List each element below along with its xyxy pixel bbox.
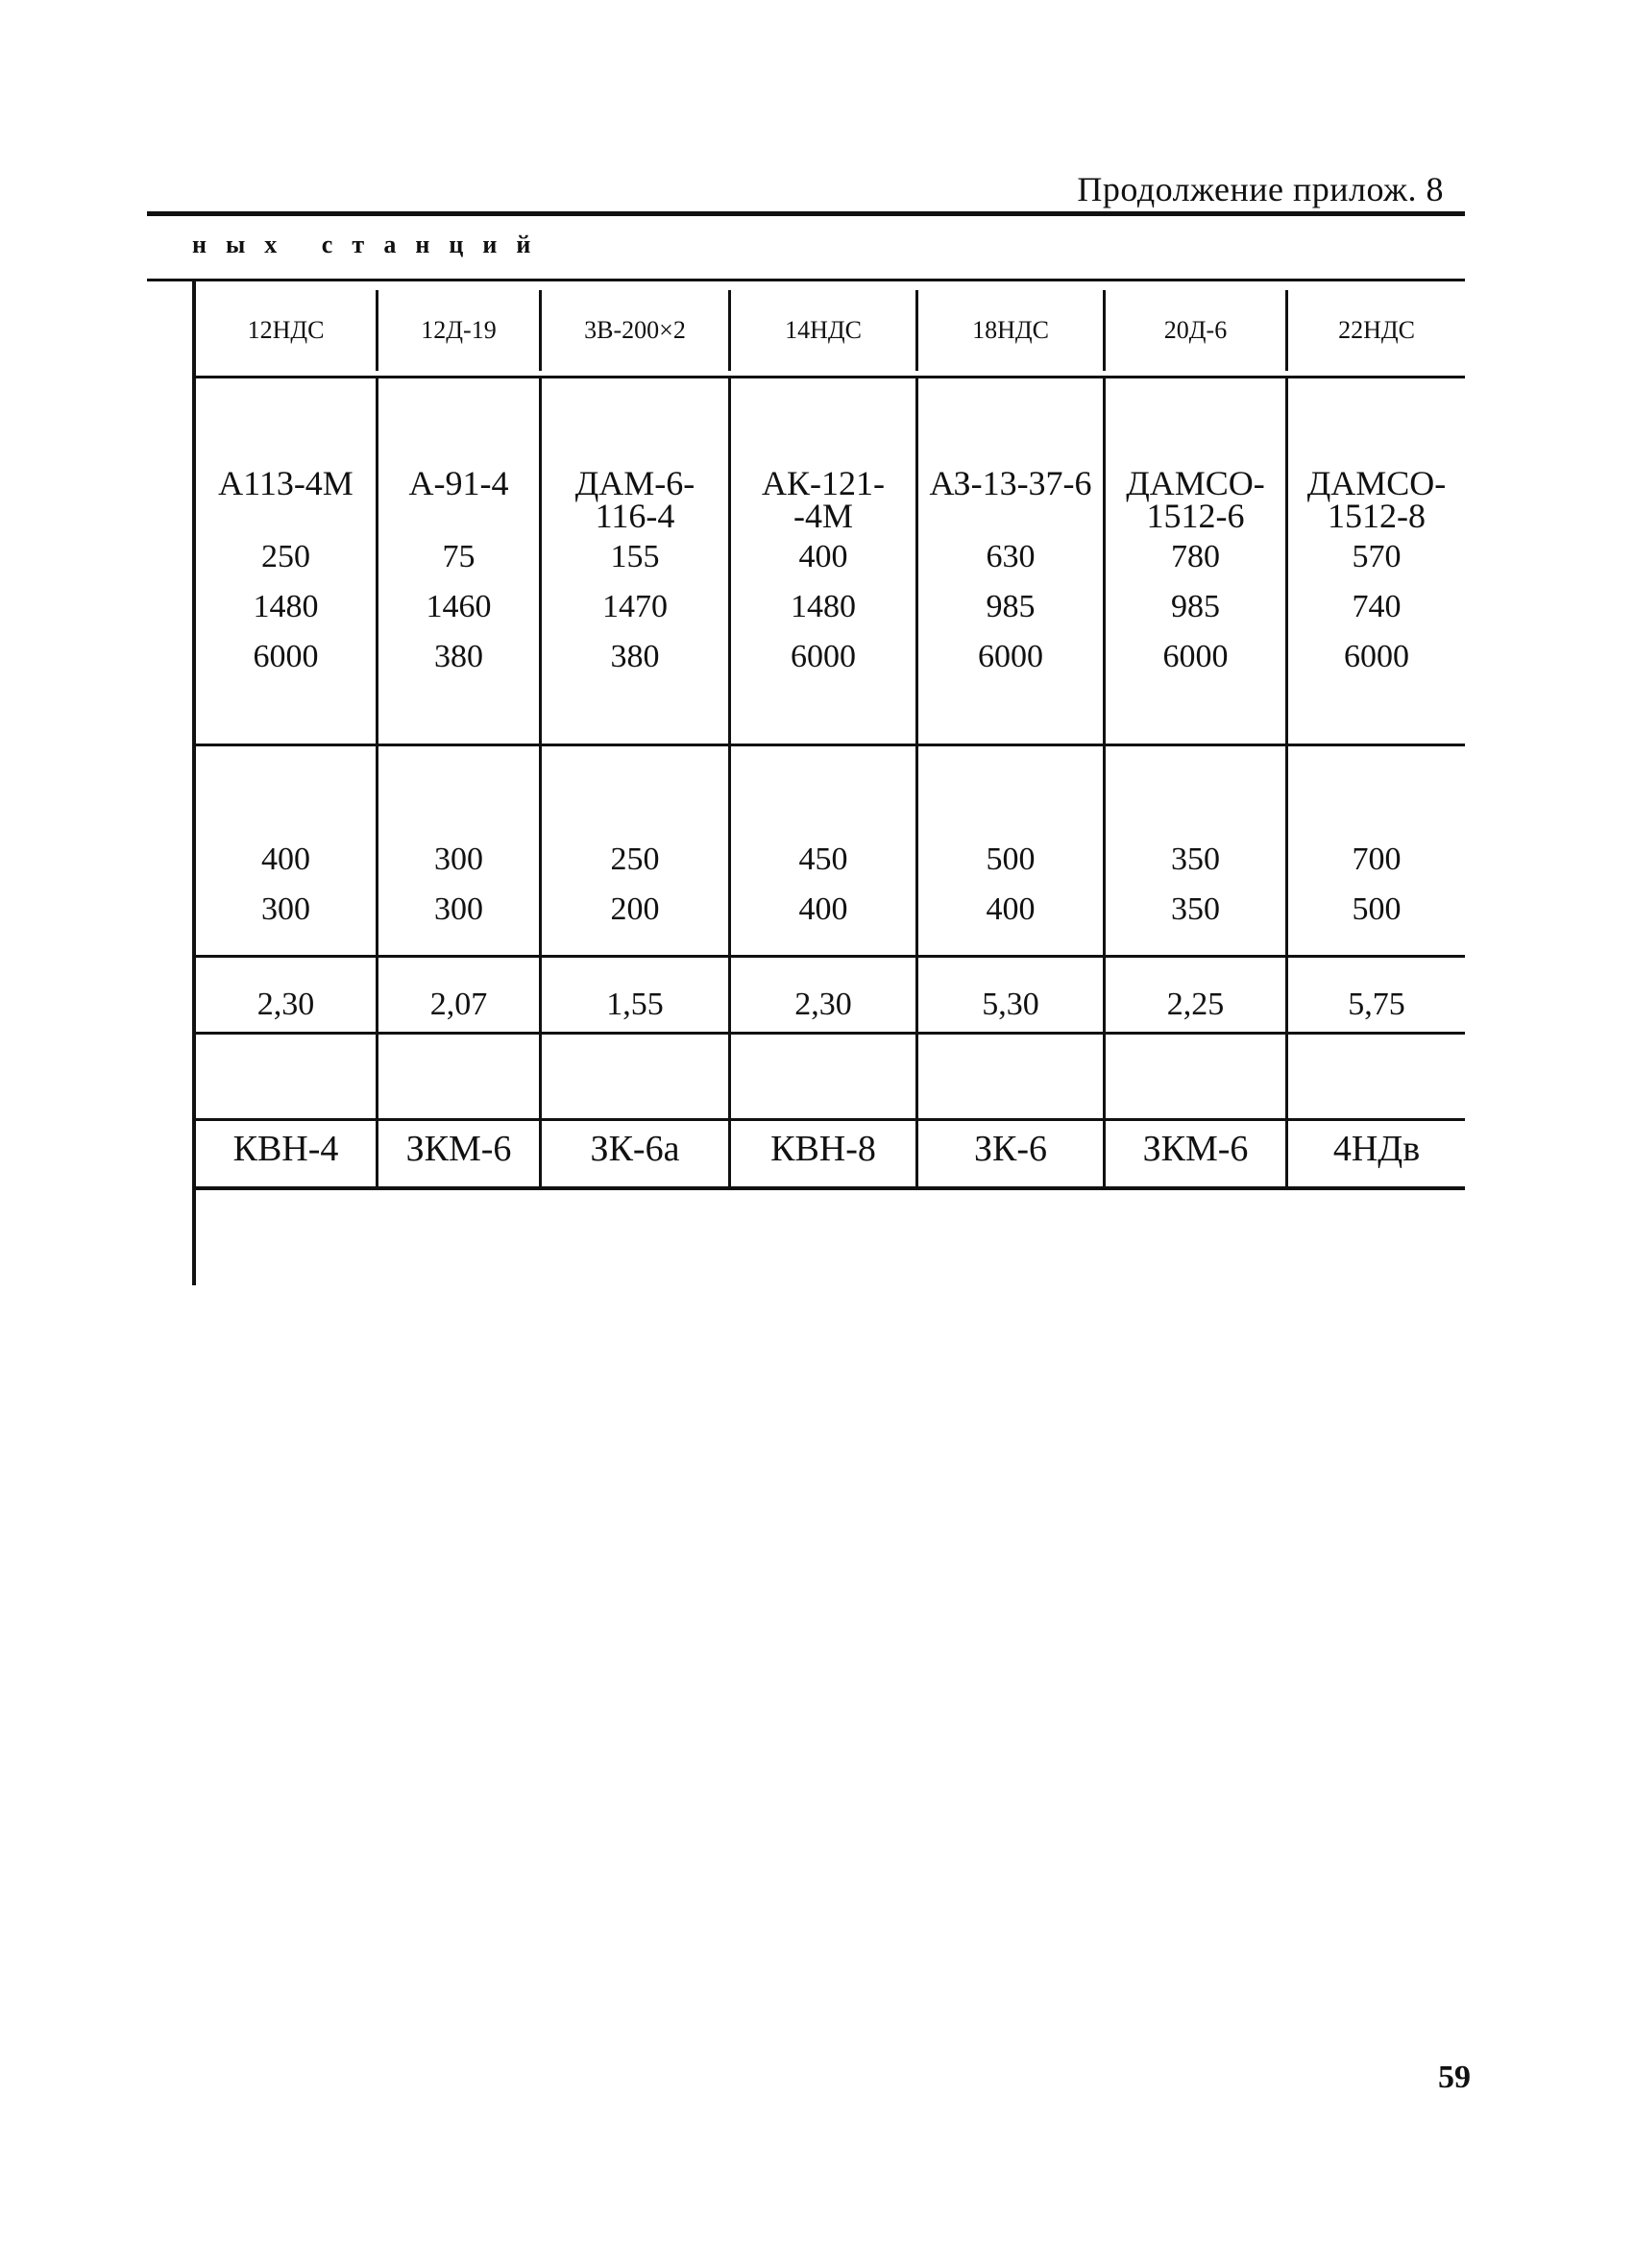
- pair-values: [196, 835, 376, 935]
- column-header: 18НДС: [918, 290, 1106, 371]
- pair-value-top: 450: [798, 841, 848, 877]
- column-header: 12НДС: [196, 290, 378, 371]
- unit-cell: ЗК-6а: [542, 1035, 731, 1186]
- motor-name: ДАМСО- 1512-8: [1306, 464, 1447, 535]
- row-separator: [731, 744, 915, 746]
- row-separator: [1106, 744, 1285, 746]
- pair-value-bottom: 300: [434, 891, 483, 927]
- pair-value-top: 500: [986, 841, 1036, 877]
- motor-block: [378, 464, 539, 682]
- pair-value-top: 350: [1171, 841, 1220, 877]
- unit-cell: ЗКМ-6: [1106, 1035, 1288, 1186]
- row-separator: [1288, 955, 1465, 958]
- motor-values: [378, 532, 539, 682]
- motor-name: ДАМ-6- 116-4: [574, 464, 695, 535]
- row-separator: [196, 955, 376, 958]
- motor-speed: 740: [1352, 589, 1402, 624]
- motor-power: 400: [798, 539, 848, 574]
- page-number: 59: [1438, 2060, 1471, 2095]
- motor-power: 630: [986, 539, 1036, 574]
- ratio-value: 5,30: [982, 987, 1039, 1022]
- row-separator: [731, 955, 915, 958]
- motor-block: [1288, 464, 1465, 682]
- motor-power: 155: [610, 539, 660, 574]
- motor-block: [542, 464, 728, 682]
- motor-speed: 1470: [602, 589, 668, 624]
- pair-values: [918, 835, 1103, 935]
- page-header-title: Продолжение прилож. 8: [1077, 170, 1444, 208]
- motor-voltage: 6000: [791, 639, 856, 674]
- ratio-value: 2,30: [256, 987, 315, 1022]
- table-top-rule: [147, 279, 1465, 281]
- section-subheading: ных станций: [192, 231, 550, 258]
- motor-name: АЗ-13-37-6: [929, 464, 1092, 502]
- motor-speed: 985: [986, 589, 1036, 624]
- motor-voltage: 380: [434, 639, 483, 674]
- unit-cell: КВН-4: [196, 1035, 378, 1186]
- pump-station-table: [196, 284, 1465, 1285]
- motor-block: [1106, 464, 1285, 682]
- column-header: 22НДС: [1338, 315, 1415, 344]
- motor-voltage: 6000: [978, 639, 1043, 674]
- motor-name: ДАМСО- 1512-6: [1126, 464, 1265, 535]
- table-column: [731, 378, 918, 1035]
- motor-speed: 1460: [426, 589, 492, 624]
- motor-power: 570: [1352, 539, 1402, 574]
- table-column: [378, 378, 542, 1035]
- motor-power: 780: [1171, 539, 1220, 574]
- motor-speed: 1480: [253, 589, 319, 624]
- pair-value-bottom: 350: [1171, 891, 1220, 927]
- unit-cell: ЗК-6: [918, 1035, 1106, 1186]
- pair-value-bottom: 500: [1352, 891, 1402, 927]
- pair-value-top: 700: [1352, 841, 1402, 877]
- row-separator: [196, 744, 376, 746]
- row-separator: [378, 955, 539, 958]
- table-column: [918, 378, 1106, 1035]
- row-separator: [918, 744, 1103, 746]
- ratio-value: 2,25: [1166, 987, 1225, 1022]
- pair-values: [1106, 835, 1285, 935]
- column-header: 20Д-6: [1106, 290, 1288, 371]
- pair-values: [378, 835, 539, 935]
- motor-voltage: 380: [610, 639, 660, 674]
- table-header-row: [196, 284, 1465, 378]
- pair-value-bottom: 400: [986, 891, 1036, 927]
- table-body-row: [196, 378, 1465, 1035]
- pair-value-bottom: 300: [261, 891, 310, 927]
- pair-values: [1288, 835, 1465, 935]
- motor-values: [918, 532, 1103, 682]
- unit-row: [196, 1035, 1465, 1190]
- motor-power: 250: [261, 539, 310, 574]
- ratio-value: 2,07: [429, 987, 488, 1022]
- motor-values: [1106, 532, 1285, 682]
- motor-speed: 1480: [791, 589, 856, 624]
- motor-values: [731, 532, 915, 682]
- pair-value-top: 400: [261, 841, 310, 877]
- ratio-value: 2,30: [794, 987, 852, 1022]
- unit-cell: КВН-8: [731, 1035, 918, 1186]
- ratio-value: 5,75: [1348, 987, 1405, 1022]
- column-header: 14НДС: [731, 290, 918, 371]
- pair-values: [731, 835, 915, 935]
- motor-speed: 985: [1171, 589, 1220, 624]
- table-column: [542, 378, 731, 1035]
- row-separator: [378, 744, 539, 746]
- row-separator: [542, 955, 728, 958]
- motor-block: [196, 464, 376, 682]
- unit-cell: ЗКМ-6: [378, 1035, 542, 1186]
- pair-value-bottom: 400: [798, 891, 848, 927]
- pair-values: [542, 835, 728, 935]
- row-separator: [1288, 744, 1465, 746]
- motor-values: [196, 532, 376, 682]
- motor-power: 75: [442, 539, 476, 574]
- pair-value-bottom: 200: [610, 891, 660, 927]
- table-column: [1288, 378, 1465, 1035]
- motor-values: [1288, 532, 1465, 682]
- ratio-value: 1,55: [606, 987, 664, 1022]
- row-separator: [542, 744, 728, 746]
- motor-name: А-91-4: [408, 464, 509, 502]
- motor-values: [542, 532, 728, 682]
- motor-name: А113-4М: [218, 464, 354, 502]
- column-header: 3В-200×2: [542, 290, 731, 371]
- table-column: [196, 378, 378, 1035]
- motor-block: [731, 464, 915, 682]
- column-header: 12Д-19: [378, 290, 542, 371]
- motor-name: АК-121- -4М: [762, 464, 885, 535]
- row-separator: [918, 955, 1103, 958]
- motor-voltage: 6000: [253, 639, 319, 674]
- unit-cell: 4НДв: [1332, 1129, 1421, 1169]
- row-separator: [1106, 955, 1285, 958]
- header-rule: [147, 211, 1465, 216]
- motor-voltage: 6000: [1344, 639, 1409, 674]
- pair-value-top: 300: [434, 841, 483, 877]
- motor-block: [918, 464, 1103, 682]
- table-column: [1106, 378, 1288, 1035]
- pair-value-top: 250: [610, 841, 660, 877]
- motor-voltage: 6000: [1162, 639, 1229, 674]
